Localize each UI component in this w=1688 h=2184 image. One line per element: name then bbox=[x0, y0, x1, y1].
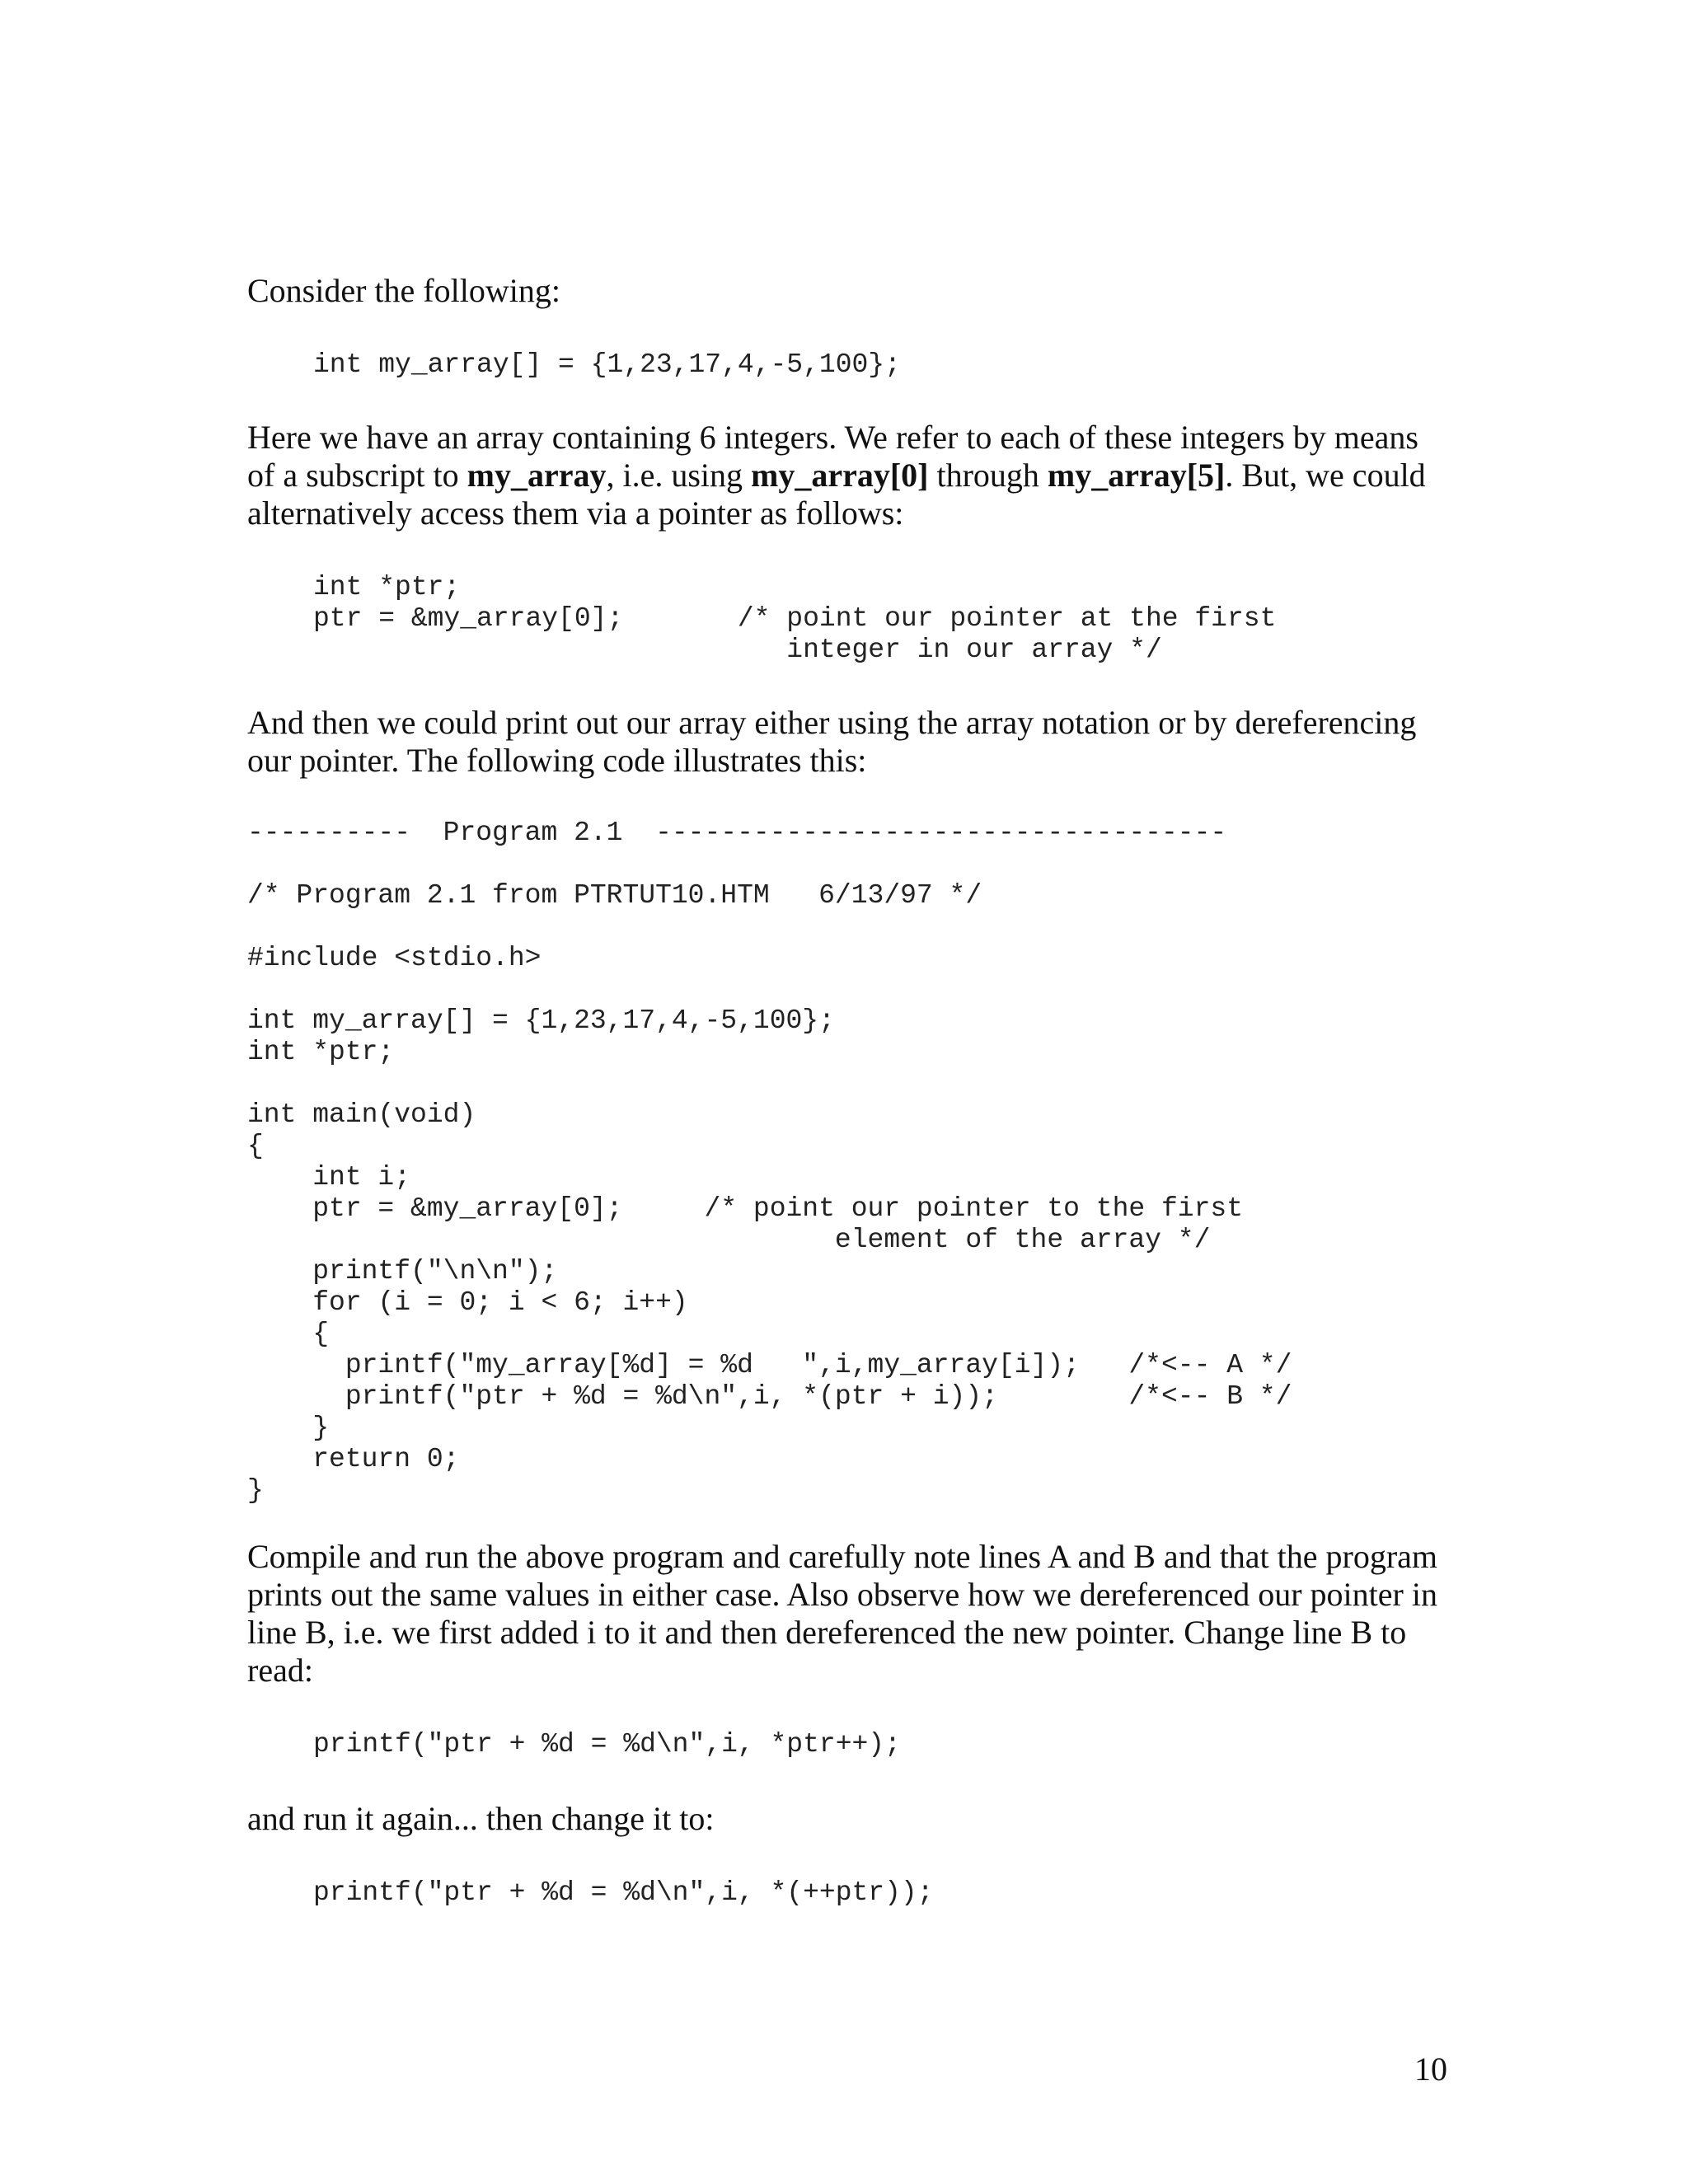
paragraph-run-again: and run it again... then change it to: bbox=[247, 1800, 715, 1837]
paragraph-text: , i.e. using bbox=[606, 457, 751, 494]
paragraph-text: through bbox=[928, 457, 1048, 494]
intro-text: Consider the following: bbox=[247, 272, 560, 309]
paragraph-text: . But, we could alternatively access them via a pointer as follows: bbox=[247, 457, 1426, 532]
code-line-b-variant-1: printf("ptr + %d = %d\n",i, *ptr++); bbox=[313, 1729, 901, 1760]
page-number: 10 bbox=[1414, 2050, 1447, 2088]
bold-term-my-array-5: my_array[5] bbox=[1047, 457, 1226, 494]
paragraph-compile-instructions: Compile and run the above program and carefully note lines A and B and that the program prints out the same values in either case. Also observe how we dereferenced our pointer in line B, i.e. we first added i to it and then dereferenced the new pointer. Change line B to read: bbox=[247, 1538, 1438, 1689]
paragraph-print-intro: And then we could print out our array either using the array notation or by dereferencing our pointer. The following code illustrates this: bbox=[247, 704, 1417, 779]
code-line-b-variant-2: printf("ptr + %d = %d\n",i, *(++ptr)); bbox=[313, 1877, 934, 1908]
paragraph-array-explanation bbox=[247, 419, 1451, 532]
bold-term-my-array-0: my_array[0] bbox=[751, 457, 929, 494]
code-program-2-1: ---------- Program 2.1 ----------------------------------- /* Program 2.1 from PTRTUT10.HTM 6/13/97 */ #include <stdio.h> int my_array[] = {1,23,17,4,-5,100}; int *ptr; int main(void) { int i; ptr = &my_array[0]; /* point our pointer to the first element of the array */ printf("\n\n"); for (i = 0; i < 6; i++) { printf("my_array[%d] = %d ",i,my_array[i]); /*<-- A */ printf("ptr + %d = %d\n",i, *(ptr + i)); /*<-- B */ } return 0; } bbox=[247, 818, 1292, 1506]
code-array-declaration: int my_array[] = {1,23,17,4,-5,100}; bbox=[313, 349, 901, 380]
paragraph-text: Here we have an array containing 6 integers. We refer to each of these integers by means of a subscript to bbox=[247, 419, 1418, 494]
code-pointer-setup: int *ptr; ptr = &my_array[0]; /* point our pointer at the first integer in our array */ bbox=[313, 572, 1277, 665]
bold-term-my-array: my_array bbox=[467, 457, 607, 494]
